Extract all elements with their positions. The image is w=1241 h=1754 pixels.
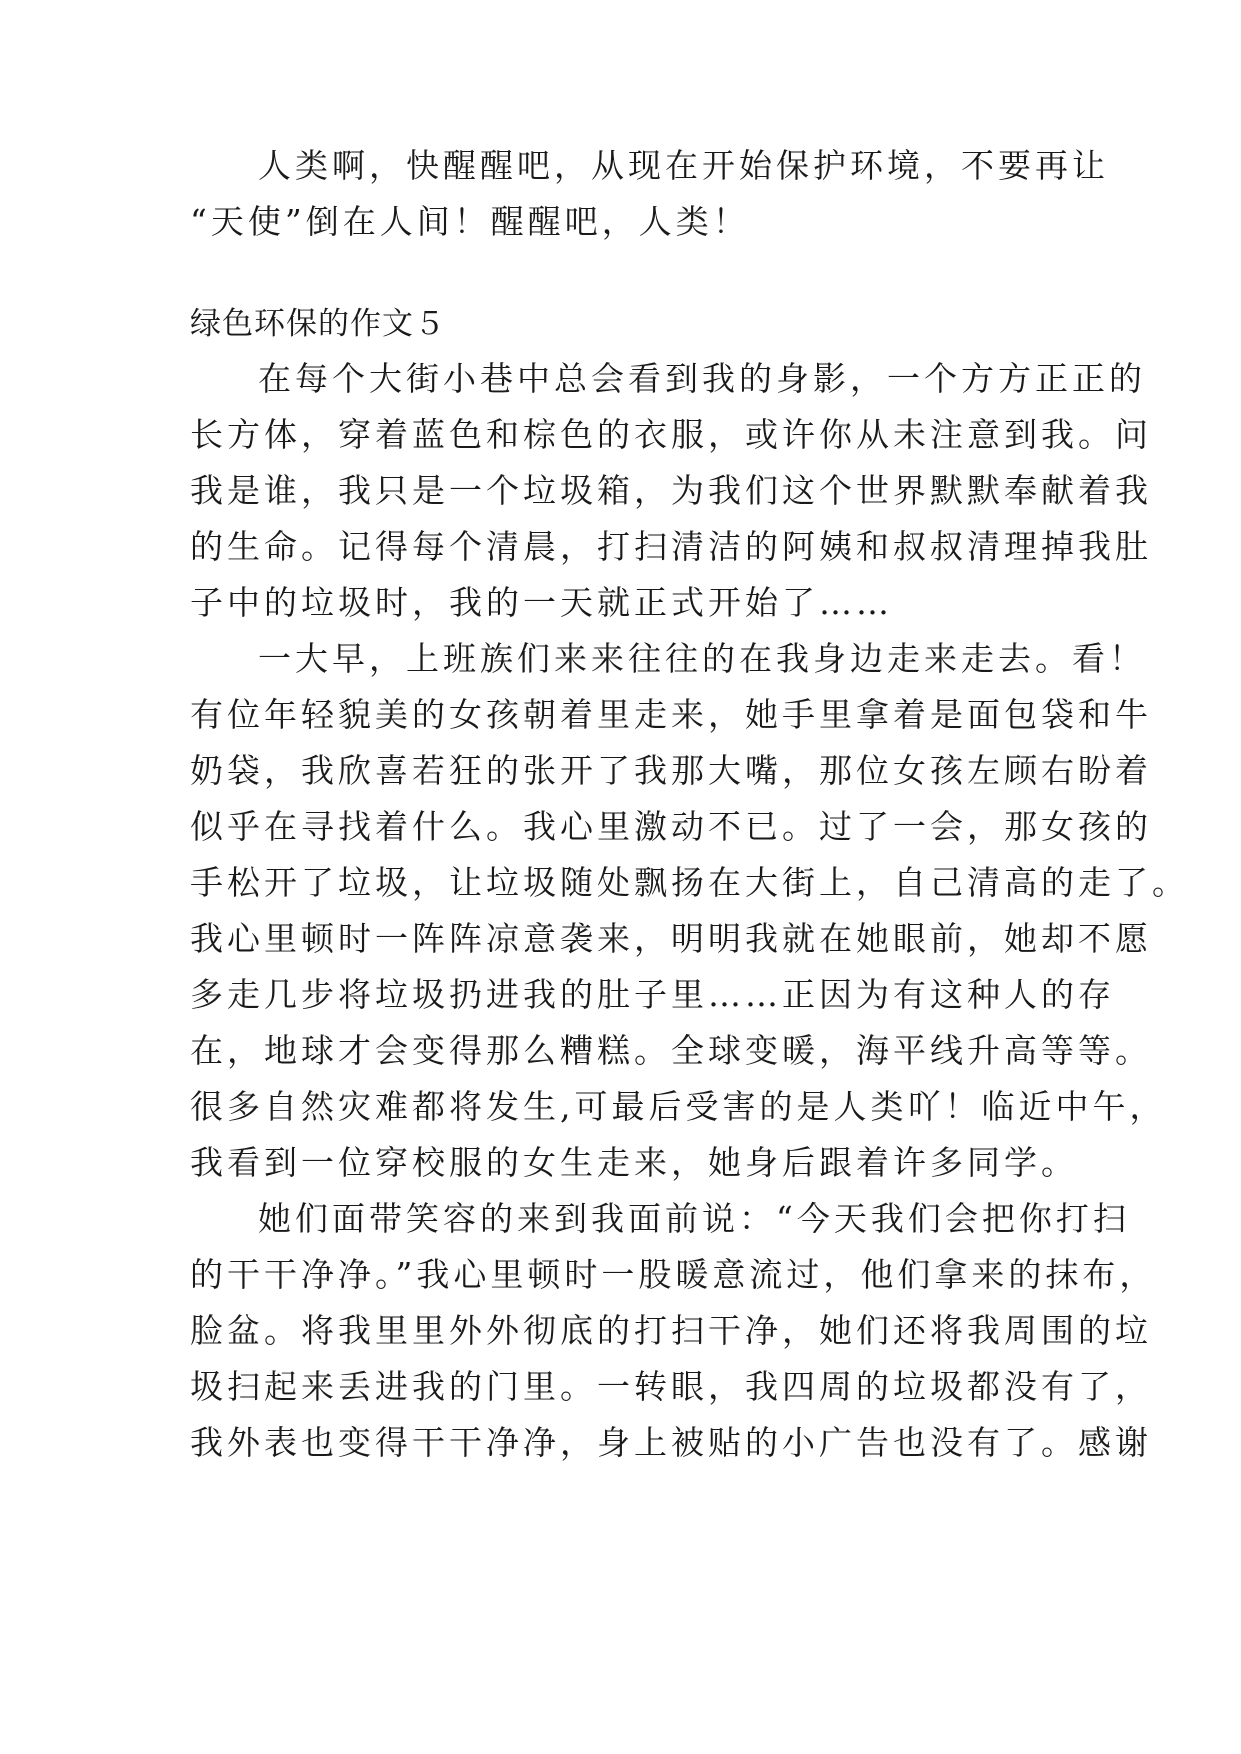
paragraph-line: 子中的垃圾时，我的一天就正式开始了…… (190, 583, 893, 622)
paragraph-line: 在，地球才会变得那么糟糕。全球变暖，海平线升高等等。 (190, 1031, 1152, 1070)
paragraph-line: 似乎在寻找着什么。我心里激动不已。过了一会，那女孩的 (190, 807, 1152, 846)
paragraph-line: 我心里顿时一阵阵凉意袭来，明明我就在她眼前，她却不愿 (190, 919, 1152, 958)
paragraph-line: 我看到一位穿校服的女生走来，她身后跟着许多同学。 (190, 1143, 1078, 1182)
paragraph-line: 我外表也变得干干净净，身上被贴的小广告也没有了。感谢 (190, 1423, 1152, 1462)
paragraph-line: 很多自然灾难都将发生,可最后受害的是人类吖！临近中午， (190, 1087, 1167, 1126)
paragraph-line: 奶袋，我欣喜若狂的张开了我那大嘴，那位女孩左顾右盼着 (190, 751, 1152, 790)
intro-line-1: 人类啊，快醒醒吧，从现在开始保护环境，不要再让 (258, 146, 1109, 185)
paragraph-line: 的干干净净。”我心里顿时一股暖意流过，他们拿来的抹布， (190, 1255, 1157, 1294)
paragraph-line: 在每个大街小巷中总会看到我的身影，一个方方正正的 (258, 359, 1146, 398)
paragraph-line: 有位年轻貌美的女孩朝着里走来，她手里拿着是面包袋和牛 (190, 695, 1152, 734)
paragraph-line: 多走几步将垃圾扔进我的肚子里……正因为有这种人的存 (190, 975, 1115, 1014)
intro-line-2: “天使”倒在人间！醒醒吧，人类！ (190, 202, 750, 241)
paragraph-line: 一大早，上班族们来来往往的在我身边走来走去。看！ (258, 639, 1146, 678)
section-heading: 绿色环保的作文５ (190, 306, 446, 342)
paragraph-line: 手松开了垃圾，让垃圾随处飘扬在大街上，自己清高的走了。 (190, 863, 1189, 902)
paragraph-line: 圾扫起来丢进我的门里。一转眼，我四周的垃圾都没有了， (190, 1367, 1152, 1406)
paragraph-line: 的生命。记得每个清晨，打扫清洁的阿姨和叔叔清理掉我肚 (190, 527, 1152, 566)
paragraph-line: 脸盆。将我里里外外彻底的打扫干净，她们还将我周围的垃 (190, 1311, 1152, 1350)
paragraph-line: 她们面带笑容的来到我面前说：“今天我们会把你打扫 (258, 1199, 1130, 1238)
paragraph-line: 我是谁，我只是一个垃圾箱，为我们这个世界默默奉献着我 (190, 471, 1152, 510)
paragraph-line: 长方体，穿着蓝色和棕色的衣服，或许你从未注意到我。问 (190, 415, 1152, 454)
